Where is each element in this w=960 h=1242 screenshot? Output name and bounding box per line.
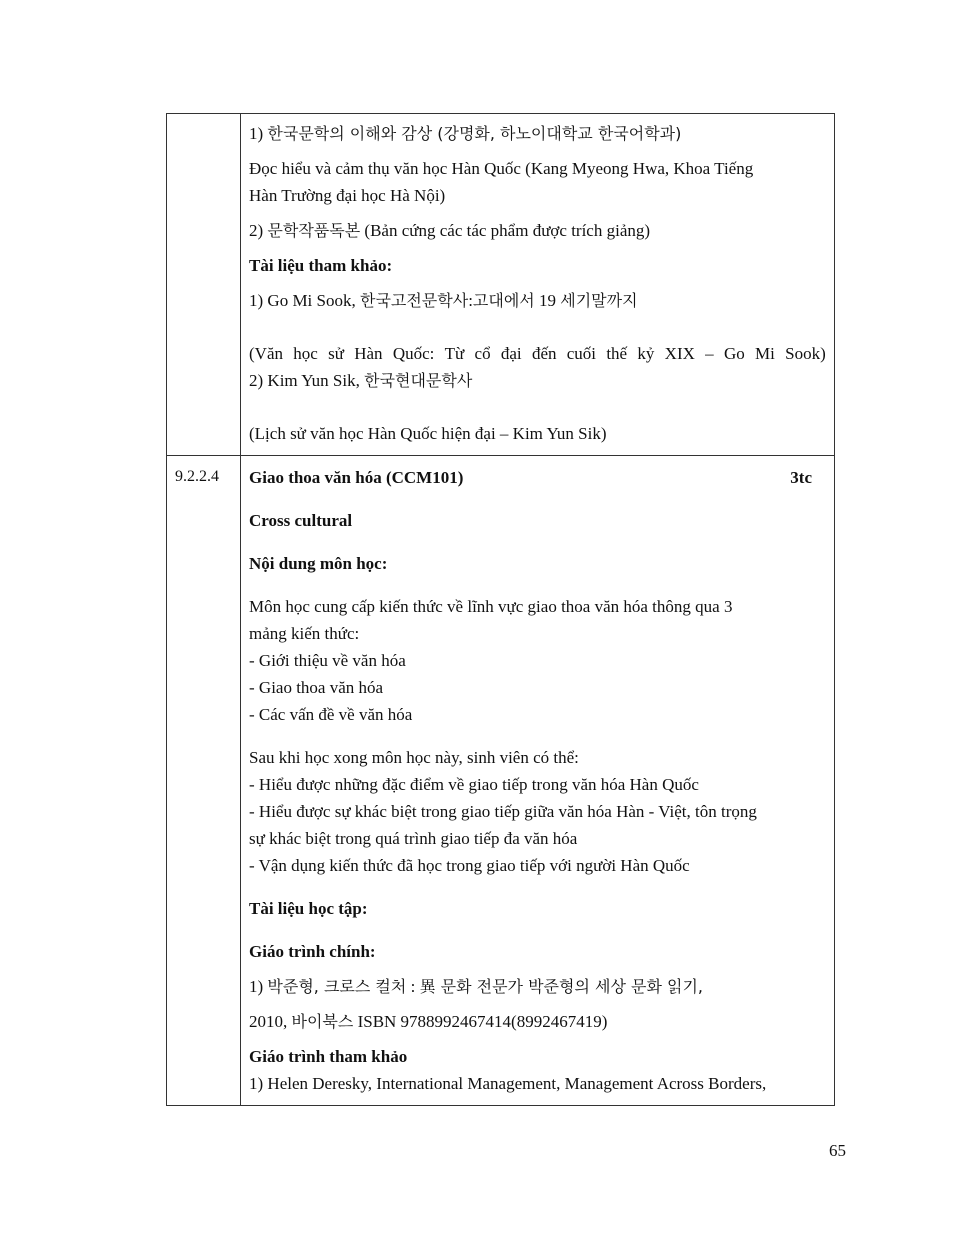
material-line: 2) 문학작품독본 (Bản cứng các tác phẩm được trích giảng) (249, 221, 651, 240)
material-line: Đọc hiểu và cảm thụ văn học Hàn Quốc (Kang Myeong Hwa, Khoa Tiếng (249, 159, 754, 178)
reference-translation: (Lịch sử văn học Hàn Quốc hiện đại – Kim Yun Sik) (249, 424, 607, 443)
reference-text-heading: Giáo trình tham khảo (249, 1047, 408, 1066)
material-line: 1) 한국문학의 이해와 감상 (강명화, 하노이대학교 한국어학과) (249, 124, 682, 143)
bullet-item: - Giao thoa văn hóa (249, 678, 384, 697)
reference-line: 2) Kim Yun Sik, 한국현대문학사 (249, 371, 473, 390)
translation-word: Sook) (785, 344, 826, 363)
course-title: Giao thoa văn hóa (CCM101) (249, 468, 464, 487)
table-row (167, 114, 835, 456)
course-credits: 3tc (790, 468, 812, 487)
translation-word: cuối (566, 344, 597, 363)
course-subtitle: Cross cultural (249, 511, 353, 530)
translation-word: Go (723, 344, 745, 363)
translation-word: sử (328, 344, 344, 363)
translation-word: học (293, 344, 318, 363)
row-content-cell (241, 114, 835, 456)
course-title-line (249, 464, 826, 491)
outcome-line: - Vận dụng kiến thức đã học trong giao tiếp với người Hàn Quốc (249, 856, 690, 875)
translation-word: đại (500, 344, 522, 363)
row-number-cell (167, 114, 241, 456)
translation-word: Hàn (354, 344, 383, 363)
table-row (167, 456, 835, 1106)
outcome-intro: Sau khi học xong môn học này, sinh viên có thể: (249, 748, 579, 767)
main-text-heading: Giáo trình chính: (249, 942, 376, 961)
translation-word: (Văn (249, 344, 283, 363)
content-heading: Nội dung môn học: (249, 554, 388, 573)
material-line: Hàn Trường đại học Hà Nội) (249, 186, 446, 205)
translation-word: XIX (664, 344, 695, 363)
description-line: mảng kiến thức: (249, 624, 360, 643)
main-text-line: 2010, 바이북스 ISBN 9788992467414(8992467419) (249, 1012, 608, 1031)
description-line: Môn học cung cấp kiến thức về lĩnh vực giao thoa văn hóa thông qua 3 (249, 597, 733, 616)
reference-translation (249, 340, 826, 367)
outcome-line: - Hiểu được sự khác biệt trong giao tiếp giữa văn hóa Hàn - Việt, tôn trọng (249, 802, 757, 821)
bullet-item: - Giới thiệu về văn hóa (249, 651, 406, 670)
materials-heading: Tài liệu học tập: (249, 899, 368, 918)
translation-word: – (705, 344, 714, 363)
translation-word: Mi (755, 344, 775, 363)
reference-text-line: 1) Helen Deresky, International Management, Management Across Borders, (249, 1074, 767, 1093)
translation-word: Quốc: (392, 344, 435, 363)
outcome-line: sự khác biệt trong quá trình giao tiếp đa văn hóa (249, 829, 578, 848)
main-text-line: 1) 박준형, 크로스 컬처 : 異 문화 전문가 박준형의 세상 문화 읽기, (249, 977, 704, 996)
translation-word: kỷ (637, 344, 655, 363)
translation-word: đến (531, 344, 557, 363)
translation-word: thế (606, 344, 628, 363)
row-number-cell (167, 456, 241, 1106)
page-number: 65 (829, 1141, 846, 1160)
row-content-cell (241, 456, 835, 1106)
outcome-line: - Hiểu được những đặc điểm về giao tiếp trong văn hóa Hàn Quốc (249, 775, 699, 794)
translation-word: cổ (474, 344, 491, 363)
course-table (166, 113, 835, 1106)
bullet-item: - Các vấn đề về văn hóa (249, 705, 413, 724)
reference-line: 1) Go Mi Sook, 한국고전문학사:고대에서 19 세기말까지 (249, 291, 638, 310)
translation-word: Từ (444, 344, 465, 363)
course-number: 9.2.2.4 (175, 468, 219, 485)
reference-heading: Tài liệu tham khảo: (249, 256, 393, 275)
